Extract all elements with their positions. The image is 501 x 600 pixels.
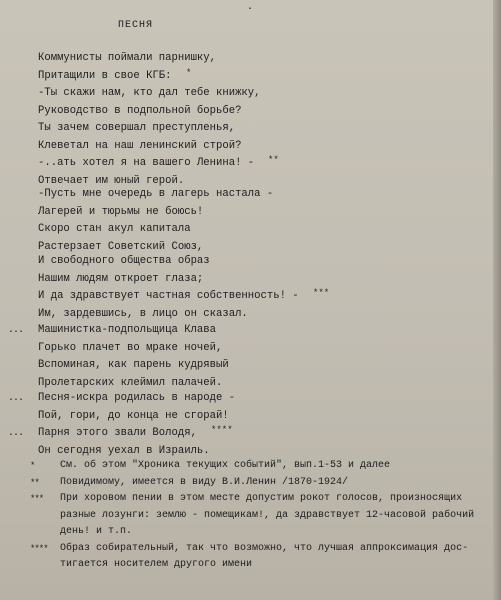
poem-line-text: Горько плачет во мраке ночей,	[38, 341, 223, 354]
poem-line	[0, 50, 480, 68]
footnote-mark: ****	[30, 543, 48, 554]
margin-mark: ...	[8, 393, 24, 404]
poem-line-text: -..ать хотел я на вашего Ленина! -	[38, 157, 255, 170]
poem-line-text: Машинистка-подпольщица Клава	[38, 324, 217, 336]
poem-line-text: Отвечает им юный герой.	[38, 174, 185, 187]
poem-line-text: Растерзает Советский Союз,	[38, 240, 204, 253]
footnote-line	[0, 475, 500, 492]
footnote-text: разные лозунги: землю - помещикам!, да здравствует 12-часовой рабочий	[60, 509, 475, 521]
poem-line	[0, 155, 480, 173]
poem-line	[0, 271, 480, 289]
footnote-text: тигается носителем другого имени	[60, 559, 253, 570]
footnote-line	[0, 491, 500, 508]
poem-line	[0, 221, 480, 239]
poem-line-text: Парня этого звали Володя,	[38, 427, 197, 440]
stanza	[0, 120, 480, 190]
poem-line-text: Ты зачем совершал преступленья,	[38, 122, 236, 134]
poem-line-text: И свободного общества образ	[38, 255, 210, 267]
footnote-line	[0, 524, 500, 541]
footnote-marker: ***	[313, 288, 330, 299]
top-dot: .	[247, 2, 254, 13]
poem-line-text: Вспоминая, как парень кудрявый	[38, 359, 229, 372]
stanza	[0, 186, 480, 256]
footnote-text: день! и т.п.	[60, 526, 133, 537]
poem-line-text: Нашим людям откроет глаза;	[38, 272, 204, 285]
footnote-marker: **	[268, 155, 279, 166]
margin-mark: ...	[8, 428, 24, 440]
stanza	[0, 390, 480, 460]
footnote-text: При хоровом пении в этом месте допустим рокот голосов, произносящих	[60, 493, 463, 504]
footnote-line	[0, 557, 500, 574]
page-title: ПЕСНЯ	[118, 20, 154, 31]
margin-mark: ...	[8, 325, 24, 336]
footnote-text: См. об этом "Хроника текущих событий", вып.1-53 и далее	[60, 460, 391, 471]
footnote-marker: *	[186, 67, 192, 78]
poem-line-text: Притащили в свое КГБ:	[38, 69, 172, 82]
footnote-mark: ***	[30, 494, 44, 504]
poem-line-text: Руководство в подпольной борьбе?	[38, 104, 242, 117]
poem-line	[0, 138, 480, 156]
footnote-text: Образ собирательный, так что возможно, что лучшая аппроксимация дос-	[60, 542, 469, 554]
poem-line-text: Он сегодня уехал в Израиль.	[38, 444, 210, 457]
footnote-line	[0, 508, 500, 525]
poem-line	[0, 340, 480, 358]
poem-line-text: Клеветал на наш ленинский строй?	[38, 139, 242, 152]
stanza	[0, 50, 480, 120]
poem-line-text: И да здравствует частная собственность! -	[38, 290, 299, 303]
footnotes	[0, 458, 500, 574]
poem-line-text: Пролетарских клеймил палачей.	[38, 376, 223, 389]
poem-line	[0, 306, 480, 324]
poem-line	[0, 408, 480, 426]
poem-line-text: Песня-искра родилась в народе -	[38, 392, 236, 404]
poem-line	[0, 288, 480, 306]
poem-line	[0, 253, 480, 271]
footnote-mark: **	[30, 477, 39, 488]
poem-line	[0, 85, 480, 103]
footnote-mark: *	[30, 461, 35, 471]
poem-line-text: -Ты скажи нам, кто дал тебе книжку,	[38, 87, 261, 100]
poem-line	[0, 68, 480, 86]
poem-line	[0, 204, 480, 222]
stanza	[0, 322, 480, 392]
footnote-line	[0, 458, 500, 475]
poem-line-text: Пой, гори, до конца не сгорай!	[38, 409, 229, 422]
footnote-line	[0, 541, 500, 558]
poem-line	[0, 425, 480, 443]
poem-line	[0, 357, 480, 375]
poem-line	[0, 186, 480, 204]
poem-line-text: -Пусть мне очередь в лагерь настала -	[38, 188, 274, 200]
poem-line	[0, 120, 480, 138]
poem-line-text: Скоро стан акул капитала	[38, 223, 191, 236]
poem-line-text: Лагерей и тюрьмы не боюсь!	[38, 205, 204, 218]
poem-line	[0, 103, 480, 121]
poem-line-text: Им, зардевшись, в лицо он сказал.	[38, 307, 248, 320]
poem-line	[0, 390, 480, 408]
footnote-text: Повидимому, имеется в виду В.И.Ленин /1870-1924/	[60, 476, 349, 488]
poem-line	[0, 322, 480, 340]
stanza	[0, 253, 480, 323]
footnote-marker: ****	[211, 425, 233, 436]
poem-line-text: Коммунисты поймали парнишку,	[38, 52, 217, 64]
